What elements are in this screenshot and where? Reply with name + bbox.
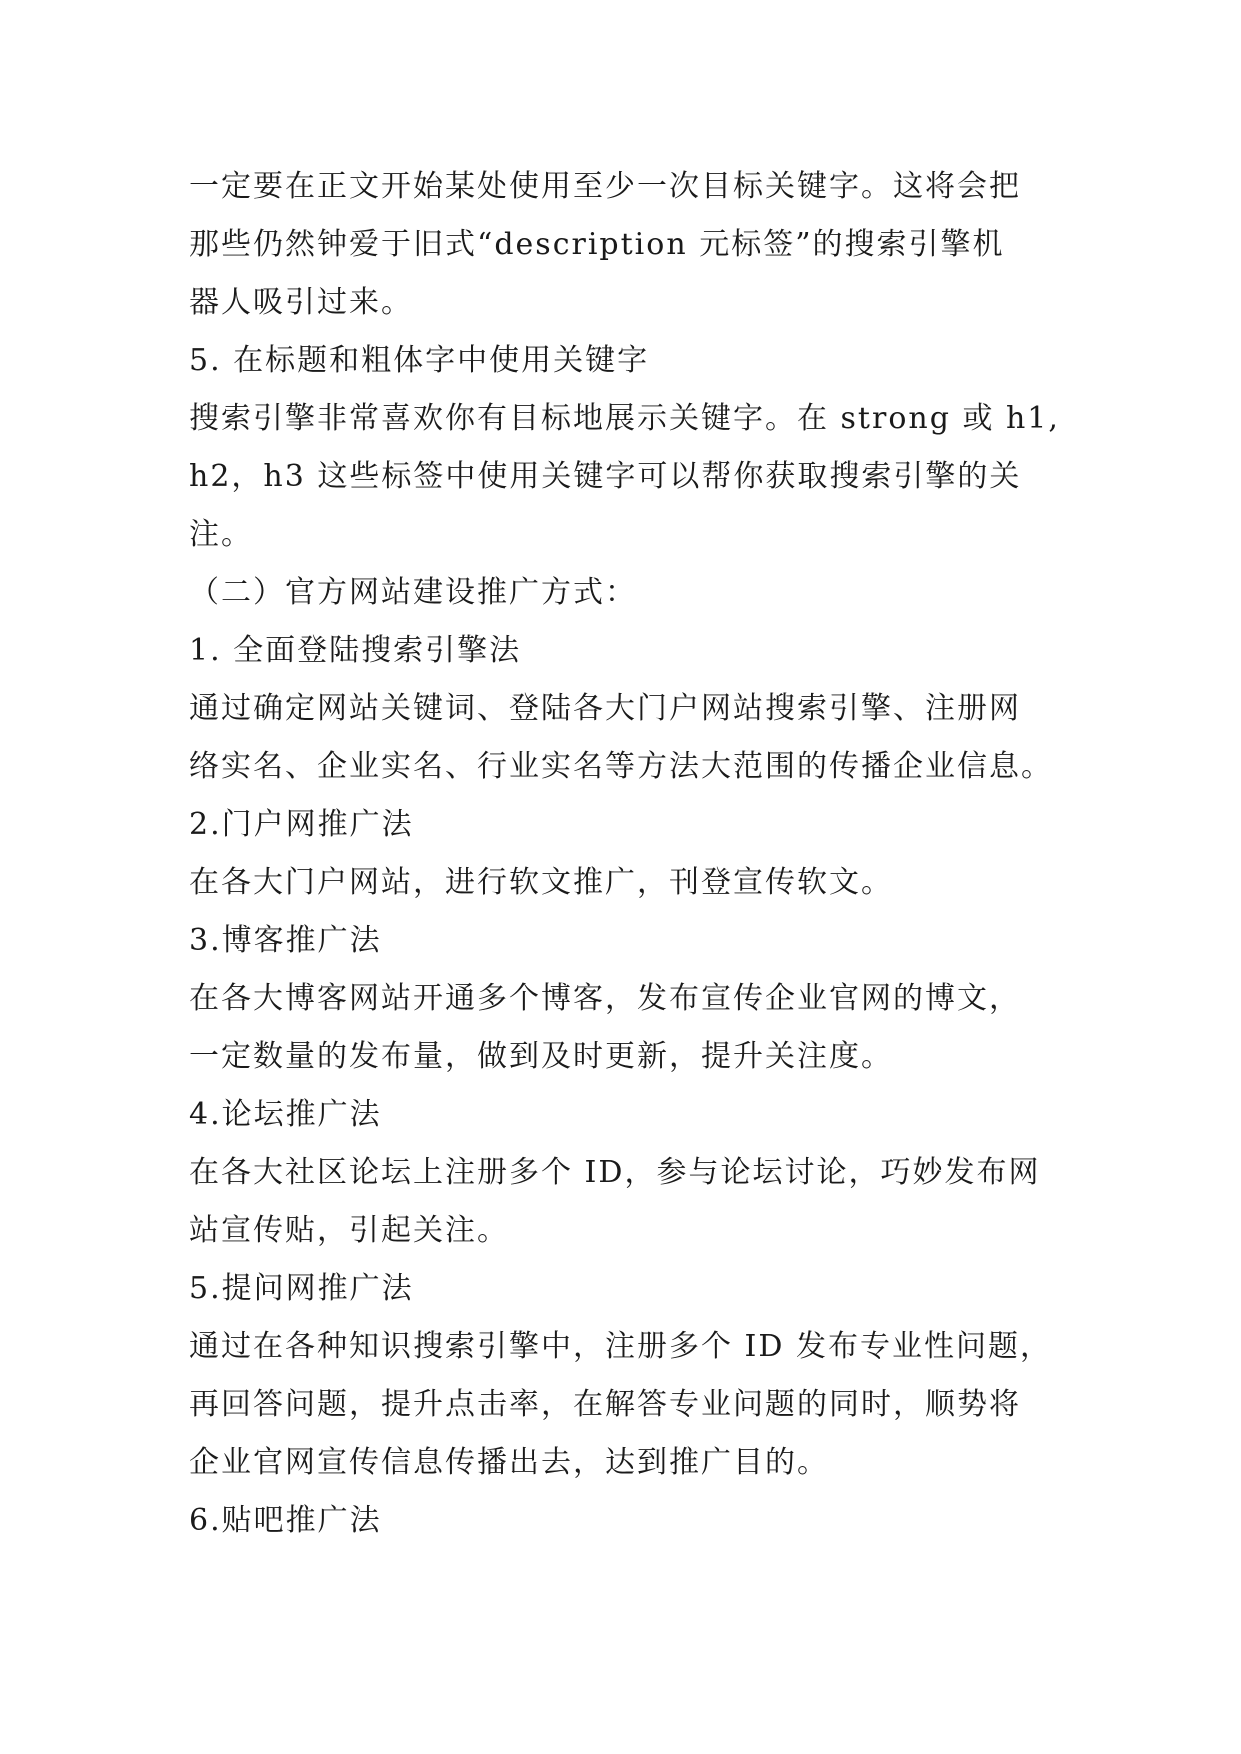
- text-line: 在各大博客网站开通多个博客，发布宣传企业官网的博文，: [189, 981, 1021, 1016]
- text-line: 通过在各种知识搜索引擎中，注册多个 ID 发布专业性问题，: [189, 1329, 1052, 1364]
- text-line: 注。: [189, 517, 253, 552]
- text-line: 在各大门户网站，进行软文推广，刊登宣传软文。: [189, 865, 893, 900]
- section-heading: 3.博客推广法: [189, 923, 382, 958]
- section-heading: 5. 在标题和粗体字中使用关键字: [189, 343, 650, 378]
- section-heading: 6.贴吧推广法: [189, 1503, 382, 1538]
- text-line: 通过确定网站关键词、登陆各大门户网站搜索引擎、注册网: [189, 691, 1021, 726]
- section-heading: 5.提问网推广法: [189, 1271, 414, 1306]
- document-body: [189, 158, 1069, 1550]
- text-line: 器人吸引过来。: [189, 285, 413, 320]
- section-heading: （二）官方网站建设推广方式：: [189, 575, 637, 610]
- text-line: 一定要在正文开始某处使用至少一次目标关键字。这将会把: [189, 169, 1021, 204]
- text-line: h2，h3 这些标签中使用关键字可以帮你获取搜索引擎的关: [189, 459, 1022, 494]
- section-heading: 1. 全面登陆搜索引擎法: [189, 633, 522, 668]
- text-line: 那些仍然钟爱于旧式“description 元标签”的搜索引擎机: [189, 227, 1005, 262]
- text-line: 站宣传贴，引起关注。: [189, 1213, 509, 1248]
- text-line: 再回答问题，提升点击率，在解答专业问题的同时，顺势将: [189, 1387, 1021, 1422]
- text-line: 在各大社区论坛上注册多个 ID，参与论坛讨论，巧妙发布网: [189, 1155, 1041, 1190]
- text-line: 一定数量的发布量，做到及时更新，提升关注度。: [189, 1039, 893, 1074]
- text-line: 搜索引擎非常喜欢你有目标地展示关键字。在 strong 或 h1,: [189, 401, 1060, 436]
- text-line: 络实名、企业实名、行业实名等方法大范围的传播企业信息。: [189, 749, 1053, 784]
- section-heading: 4.论坛推广法: [189, 1097, 382, 1132]
- text-line: 企业官网宣传信息传播出去，达到推广目的。: [189, 1445, 829, 1480]
- section-heading: 2.门户网推广法: [189, 807, 414, 842]
